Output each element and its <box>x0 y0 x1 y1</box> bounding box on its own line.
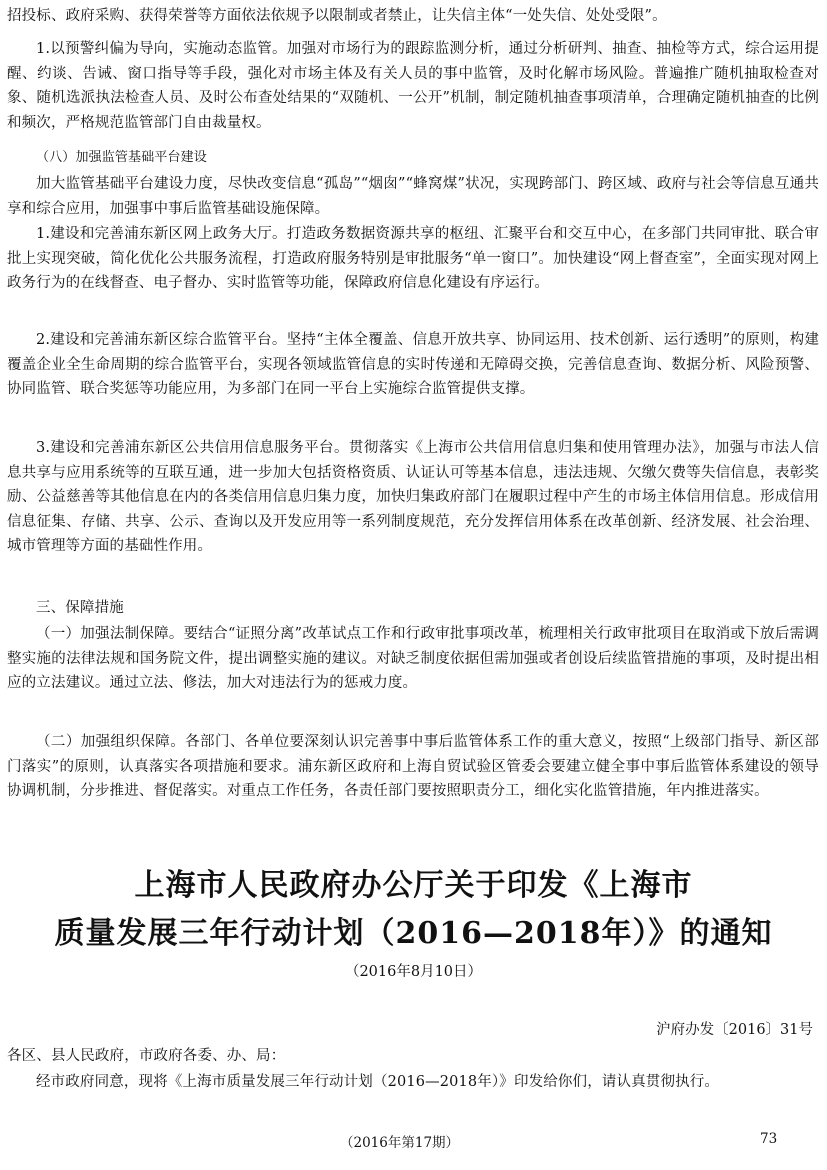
section-heading-3: 三、保障措施 <box>36 600 124 616</box>
section-heading-8: （八）加强监管基础平台建设 <box>36 150 207 165</box>
notice-title-line-1: 上海市人民政府办公厅关于印发《上海市 <box>134 868 693 903</box>
paragraph-1: 1.以预警纠偏为导向，实施动态监管。加强对市场行为的跟踪监测分析，通过分析研判、抽查、抽检等方式，综合运用提醒、约谈、告诫、窗口指导等手段，强化对市场主体及有关人员的事中监管，及时化解市场风险。普遍推广随机抽取检查对象、随机选派执法检查人员、及时公布查处结果的“双随机、一公开”机制，制定随机抽查事项清单，合理确定随机抽查的比例和频次，严格规范监管部门自由裁量权。 <box>7 41 819 131</box>
paragraph-8: （一）加强法制保障。要结合“证照分离”改革试点工作和行政审批事项改革，梳理相关行政审批项目在取消或下放后需调整实施的法律法规和国务院文件，提出调整实施的建议。对缺乏制度依据但需加强或者创设后续监管措施的事项，及时提出相应的立法建议。通过立法、修法，加大对违法行为的惩戒力度。 <box>7 626 819 692</box>
recipients: 各区、县人民政府，市政府各委、办、局： <box>7 1048 286 1064</box>
notice-body: 经市政府同意，现将《上海市质量发展三年行动计划（2016—2018年）》印发给你们，请认真贯彻执行。 <box>36 1074 720 1090</box>
paragraph-6: 3.建设和完善浦东新区公共信用信息服务平台。贯彻落实《上海市公共信用信息归集和使用管理办法》，加强与市法人信息共享与应用系统等的互联互通，进一步加大包括资格资质、认证认可等基本信息，违法违规、欠缴欠费等失信信息，表彰奖励、公益慈善等其他信息在内的各类信用信息归集力度，加快归集政府部门在履职过程中产生的市场主体信用信息。形成信用信息征集、存储、共享、公示、查询以及开发应用等一系列制度规范，充分发挥信用体系在改革创新、经济发展、社会治理、城市管理等方面的基础性作用。 <box>7 440 819 555</box>
page-number: 73 <box>760 1131 778 1147</box>
notice-title-line-2: 质量发展三年行动计划（2016—2018年）》的通知 <box>54 916 773 951</box>
document-number: 沪府办发〔2016〕31号 <box>656 1022 813 1038</box>
paragraph-0: 招投标、政府采购、获得荣誉等方面依法依规予以限制或者禁止，让失信主体“一处失信、处处受限”。 <box>7 8 667 24</box>
footer-issue: （2016年第17期） <box>340 1135 460 1151</box>
paragraph-4: 1.建设和完善浦东新区网上政务大厅。打造政务数据资源共享的枢纽、汇聚平台和交互中心，在多部门共同审批、联合审批上实现突破，简化优化公共服务流程，打造政府服务特别是审批服务“单一窗口”。加快建设“网上督查室”，全面实现对网上政务行为的在线督查、电子督办、实时监管等功能，保障政府信息化建设有序运行。 <box>7 226 819 292</box>
paragraph-9: （二）加强组织保障。各部门、各单位要深刻认识完善事中事后监管体系工作的重大意义，按照“上级部门指导、新区部门落实”的原则，认真落实各项措施和要求。浦东新区政府和上海自贸试验区管委会要建立健全事中事后监管体系建设的领导协调机制，分步推进、督促落实。对重点工作任务，各责任部门要按照职责分工，细化实化监管措施，年内推进落实。 <box>7 734 819 800</box>
notice-date: （2016年8月10日） <box>344 964 483 980</box>
paragraph-5: 2.建设和完善浦东新区综合监管平台。坚持“主体全覆盖、信息开放共享、协同运用、技术创新、运行透明”的原则，构建覆盖企业全生命周期的综合监管平台，实现各领域监管信息的实时传递和无障碍交换，完善信息查询、数据分析、风险预警、协同监管、联合奖惩等功能应用，为多部门在同一平台上实施综合监管提供支撑。 <box>7 332 819 398</box>
paragraph-3: 加大监管基础平台建设力度，尽快改变信息“孤岛”“烟囱”“蜂窝煤”状况，实现跨部门、跨区域、政府与社会等信息互通共享和综合应用，加强事中事后监管基础设施保障。 <box>7 176 819 217</box>
